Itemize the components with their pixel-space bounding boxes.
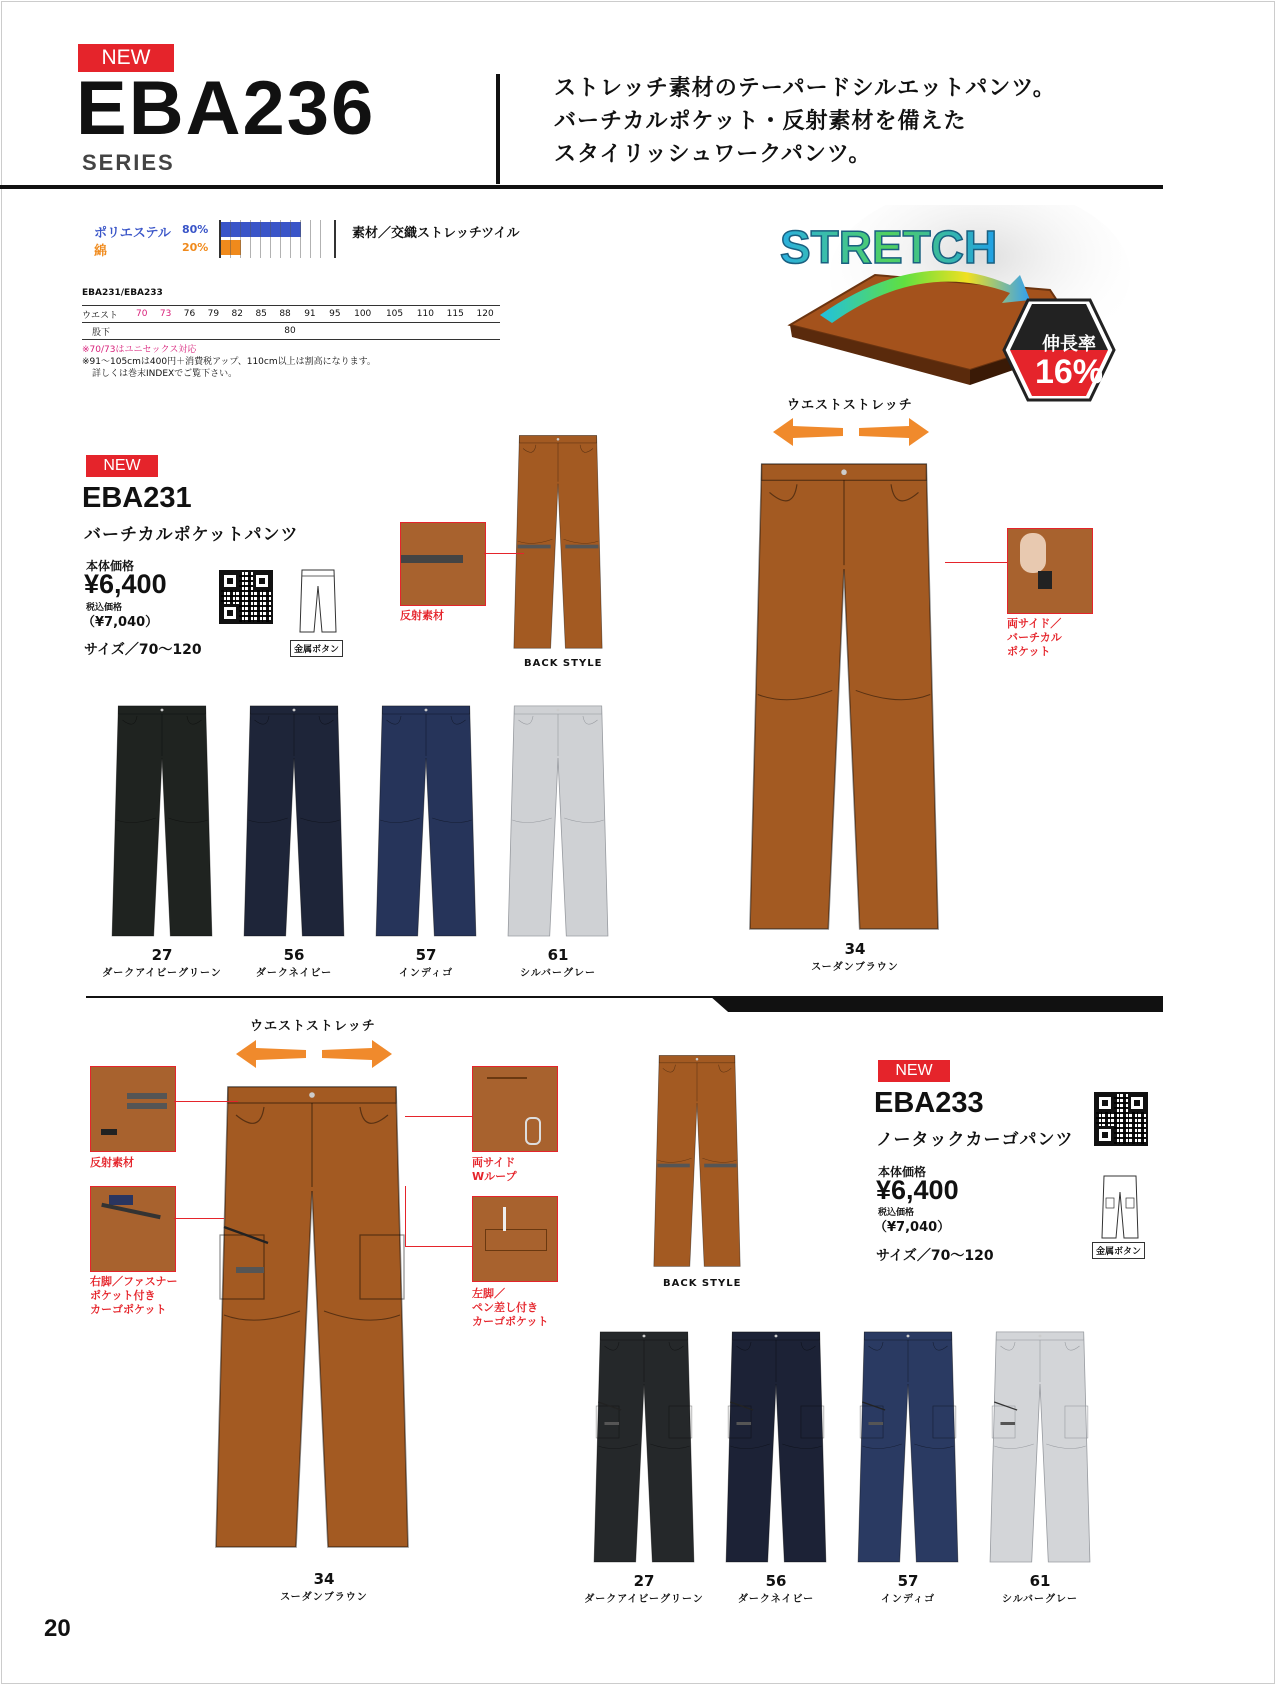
eba233-back-style: BACK STYLE	[663, 1278, 742, 1289]
eba231-swatch-pant-57	[374, 700, 478, 940]
stretch-word: STRETCH	[780, 221, 998, 273]
eba233-tax-label: 税込価格	[878, 1208, 915, 1218]
stretch-graphic	[780, 205, 1140, 415]
pen-callout-line: ペン差し付き	[472, 1301, 538, 1314]
zip-callout-line: 右脚／ファスナー	[90, 1275, 178, 1288]
eba231-size: サイズ／70～120	[84, 642, 202, 658]
eba231-reflect-label: 反射素材	[400, 609, 444, 622]
eba231-reflect-detail	[400, 522, 486, 606]
eba231-swatch-pant-61	[506, 700, 610, 940]
eba233-reflect-line	[174, 1101, 238, 1102]
color-num: 27	[151, 946, 173, 964]
color-num: 34	[844, 940, 866, 958]
material-desc: 素材／交織ストレッチツイル	[352, 226, 520, 241]
eba233-new-badge: NEW	[878, 1060, 950, 1082]
size-cell: 100	[354, 309, 372, 319]
color-name: シルバーグレー	[519, 968, 597, 979]
eba233-price-label: 本体価格	[878, 1165, 927, 1179]
eba233-code: EBA233	[874, 1087, 984, 1119]
eba233-main-pant-image	[212, 1075, 412, 1555]
size-cell: 95	[329, 309, 341, 319]
eba233-loop-line	[405, 1116, 472, 1117]
series-new-badge: NEW	[78, 44, 174, 72]
pocket-callout-line: ポケット	[1007, 645, 1051, 658]
cotton-label: 綿	[94, 244, 108, 259]
loop-callout-line: 両サイド	[472, 1156, 516, 1169]
eba233-pen-line-h	[405, 1246, 472, 1247]
color-num: 56	[765, 1572, 787, 1590]
size-cell: 88	[279, 309, 291, 319]
stretch-rate-label: 伸長率	[1042, 334, 1096, 355]
eba231-name: バーチカルポケットパンツ	[84, 525, 299, 545]
pen-callout-line: 左脚／	[472, 1287, 505, 1300]
eba233-metal-button-badge: 金属ボタン	[1092, 1242, 1145, 1259]
eba233-pen-label	[472, 1287, 548, 1329]
size-cell: 105	[385, 309, 404, 319]
eba231-code: EBA231	[82, 482, 192, 514]
size-table	[82, 305, 500, 340]
size-row-inseam	[82, 323, 500, 340]
eba231-swatch-pant-27	[110, 700, 214, 940]
bar-ticks	[221, 220, 321, 258]
eba231-metal-button-badge: 金属ボタン	[290, 640, 343, 657]
poly-label: ポリエステル	[94, 226, 171, 241]
pocket-callout-line: 両サイド／	[1007, 617, 1062, 630]
eba233-qr-code[interactable]	[1094, 1092, 1148, 1146]
eba231-back-style: BACK STYLE	[524, 658, 603, 669]
material-bar-frame	[219, 220, 329, 258]
size-cell: 110	[416, 309, 434, 319]
eba233-swatch-pant-61	[988, 1326, 1092, 1566]
color-name: ダークネイビー	[255, 968, 333, 979]
eba231-main-color-label	[795, 940, 915, 973]
color-num: 61	[1029, 1572, 1051, 1590]
color-name: インディゴ	[880, 1594, 936, 1605]
eba231-price-label: 本体価格	[86, 559, 135, 573]
color-num: 57	[415, 946, 437, 964]
series-tagline	[554, 72, 1056, 171]
color-num: 27	[633, 1572, 655, 1590]
header-divider	[496, 74, 500, 184]
inseam-label: 股下	[92, 327, 111, 338]
eba231-waist-arrow	[773, 418, 929, 446]
header-rule	[0, 185, 1163, 189]
eba233-size: サイズ／70～120	[876, 1248, 994, 1264]
eba233-tax-price: （¥7,040）	[874, 1220, 951, 1235]
size-cell: 79	[207, 309, 220, 319]
eba233-swatch-pant-57	[856, 1326, 960, 1566]
size-cell: 115	[446, 309, 464, 319]
eba231-swatch-label	[468, 946, 648, 979]
eba233-flat-sketch	[1100, 1174, 1140, 1240]
eba233-reflect-label: 反射素材	[90, 1156, 134, 1169]
color-name: インディゴ	[398, 968, 454, 979]
size-notes	[82, 344, 376, 380]
pocket-callout-line: バーチカル	[1007, 631, 1062, 644]
color-name: ダークアイビーグリーン	[584, 1594, 704, 1605]
eba233-zip-line	[174, 1218, 224, 1219]
eba233-price: ¥6,400	[876, 1175, 959, 1205]
eba231-new-badge: NEW	[86, 455, 158, 477]
size-row-waist	[82, 305, 500, 323]
eba233-back-pant-image	[652, 1050, 742, 1270]
series-sub: SERIES	[82, 150, 175, 175]
eba233-main-color-label	[264, 1570, 384, 1603]
color-name: シルバーグレー	[1001, 1594, 1079, 1605]
eba231-tax-label: 税込価格	[86, 603, 123, 613]
eba231-back-pant-image	[512, 430, 604, 652]
eba231-pocket-detail	[1007, 528, 1093, 614]
color-name: スーダンブラウン	[811, 962, 899, 973]
color-num: 56	[283, 946, 305, 964]
size-note-1: ※70/73はユニセックス対応	[82, 345, 197, 355]
pen-callout-line: カーゴポケット	[472, 1315, 549, 1328]
material-block	[92, 220, 552, 264]
tagline-line-1: ストレッチ素材のテーパードシルエットパンツ。	[554, 76, 1056, 101]
color-num: 34	[313, 1570, 335, 1588]
series-code: EBA236	[76, 66, 376, 151]
eba233-loop-detail	[472, 1066, 558, 1152]
eba231-reflect-line	[484, 553, 524, 554]
section-divider-accent	[710, 996, 1163, 1012]
size-cell: 76	[183, 309, 196, 319]
cotton-pct: 20%	[182, 241, 209, 254]
color-name: ダークアイビーグリーン	[102, 968, 222, 979]
eba231-main-pant-image	[746, 452, 942, 937]
size-table-title: EBA231/EBA233	[82, 288, 163, 298]
eba233-swatch-label	[950, 1572, 1130, 1605]
poly-pct: 80%	[182, 223, 209, 236]
color-num: 61	[547, 946, 569, 964]
size-note-2: ※91～105cmは400円＋消費税アップ、110cm以上は割高になります。	[82, 357, 376, 367]
page-number: 20	[44, 1615, 71, 1642]
eba233-reflect-detail	[90, 1066, 176, 1152]
eba233-swatch-pant-27	[592, 1326, 696, 1566]
zip-callout-line: ポケット付き	[90, 1289, 156, 1302]
eba233-waist-stretch: ウエストストレッチ	[250, 1019, 376, 1034]
size-cell: 91	[304, 309, 316, 319]
eba233-zip-label	[90, 1275, 178, 1317]
eba233-waist-arrow	[236, 1040, 392, 1068]
waist-label: ウエスト	[82, 310, 119, 321]
eba233-swatch-pant-56	[724, 1326, 828, 1566]
eba231-swatch-pant-56	[242, 700, 346, 940]
eba231-qr-code[interactable]	[219, 570, 273, 624]
eba233-pen-line	[405, 1186, 406, 1246]
loop-callout-line: Wループ	[472, 1170, 517, 1183]
size-cell: 82	[231, 309, 243, 319]
size-cell: 70	[135, 309, 148, 319]
eba231-pocket-label	[1007, 617, 1062, 659]
eba231-waist-stretch: ウエストストレッチ	[787, 398, 913, 413]
eba233-pen-pocket-detail	[472, 1196, 558, 1282]
size-cell: 120	[476, 309, 494, 319]
size-cell: 73	[159, 309, 172, 319]
eba231-tax-price: （¥7,040）	[82, 615, 159, 630]
color-num: 57	[897, 1572, 919, 1590]
color-name: ダークネイビー	[737, 1594, 815, 1605]
color-name: スーダンブラウン	[280, 1592, 368, 1603]
eba233-loop-label	[472, 1156, 517, 1184]
material-divider	[334, 220, 336, 258]
eba233-zip-pocket-detail	[90, 1186, 176, 1272]
eba231-price: ¥6,400	[84, 569, 167, 599]
inseam-value: 80	[284, 326, 296, 336]
stretch-rate-value: 16%	[1034, 353, 1104, 391]
size-cell: 85	[255, 309, 267, 319]
zip-callout-line: カーゴポケット	[90, 1303, 167, 1316]
size-note-3: 詳しくは巻末INDEXでご覧下さい。	[92, 369, 238, 379]
eba233-name: ノータックカーゴパンツ	[876, 1130, 1074, 1150]
tagline-line-3: スタイリッシュワークパンツ。	[554, 142, 872, 167]
eba231-flat-sketch	[298, 568, 338, 634]
eba231-pocket-line	[945, 562, 1007, 563]
tagline-line-2: バーチカルポケット・反射素材を備えた	[554, 109, 967, 134]
